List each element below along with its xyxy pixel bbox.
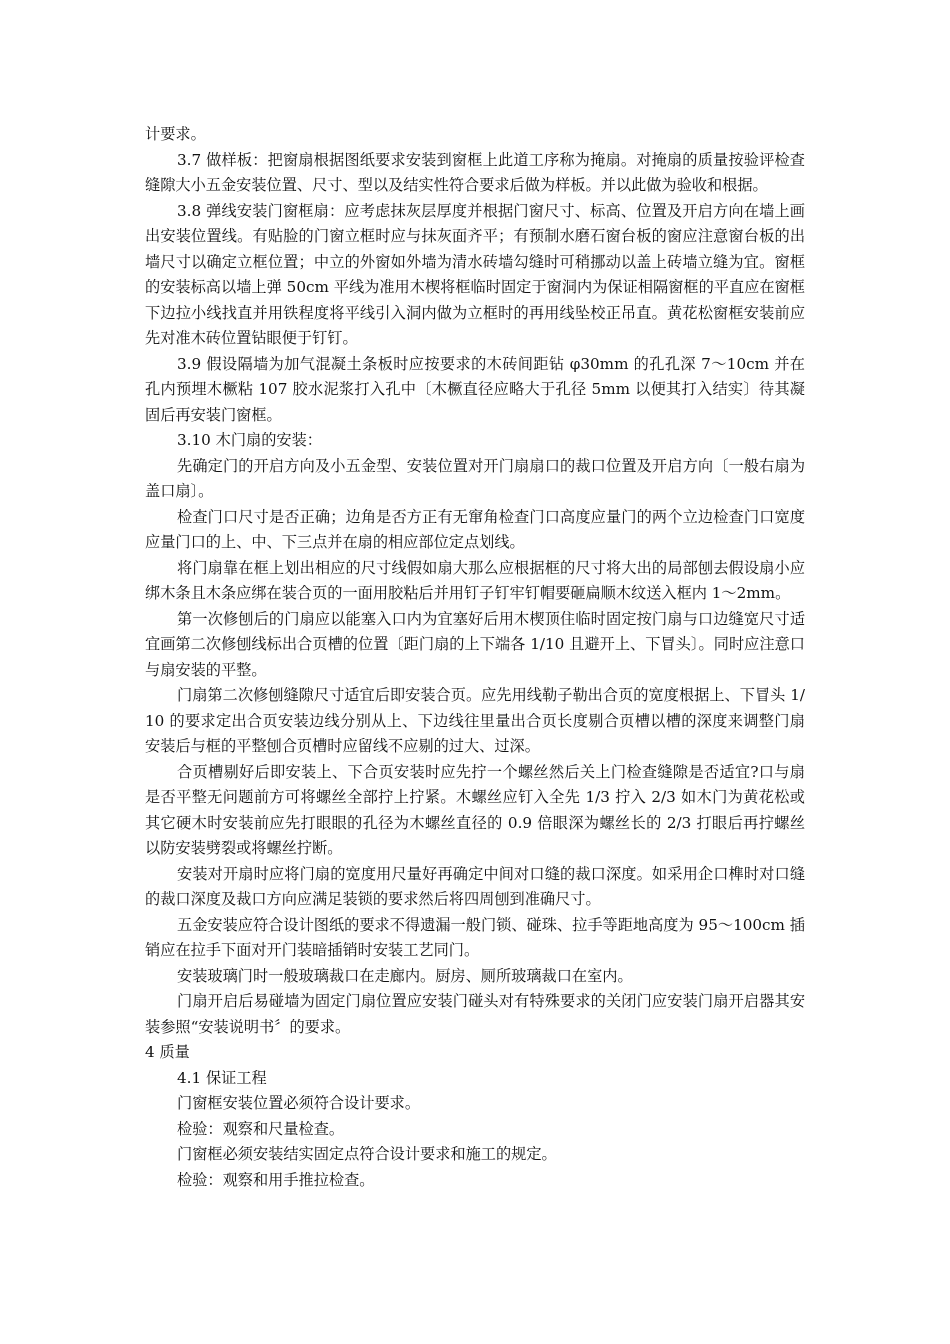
paragraph-frame-fixing: 门窗框必须安装结实固定点符合设计要求和施工的规定。: [177, 1145, 557, 1163]
paragraph-inspection-2: 检验：观察和用手推拉检查。: [177, 1170, 375, 1189]
paragraph-continuation: 计要求。: [145, 125, 206, 143]
paragraph-check-opening: 检查门口尺寸是否正确；边角是否方正有无窜角检查门口高度应量门的两个立边检查门口宽度应量门口的上、中、下三点并在扇的相应部位定点划线。: [145, 507, 805, 551]
paragraph-3-9: 3.9 假设隔墙为加气混凝土条板时应按要求的木砖间距钻 φ30mm 的孔孔深 7～10cm 并在孔内预埋木橛粘 107 胶水泥浆打入孔中〔木橛直径应略大于孔径 5mm 以便其打入结实〕待其凝固后再安装门窗框。: [145, 354, 805, 424]
paragraph-door-stop: 门扇开启后易碰墙为固定门扇位置应安装门碰头对有特殊要求的关闭门应安装门扇开启器其安装参照“安装说明书〞的要求。: [145, 992, 805, 1036]
paragraph-glass-door: 安装玻璃门时一般玻璃裁口在走廊内。厨房、厕所玻璃裁口在室内。: [177, 966, 633, 985]
paragraph-3-7: 3.7 做样板：把窗扇根据图纸要求安装到窗框上此道工序称为掩扇。对掩扇的质量按验评检查缝隙大小五金安装位置、尺寸、型以及结实性符合要求后做为样板。并以此做为验收和根据。: [145, 150, 805, 194]
paragraph-frame-position: 门窗框安装位置必须符合设计要求。: [177, 1094, 420, 1112]
paragraph-inspection-1: 检验：观察和尺量检查。: [177, 1119, 345, 1138]
document-body: [145, 122, 805, 1193]
paragraph-hinge-install: 门扇第二次修刨缝隙尺寸适宜后即安装合页。应先用线勒子勒出合页的宽度根据上、下冒头 1/10 的要求定出合页安装边线分别从上、下边线往里量出合页长度剔合页槽以槽的深度来调整门扇安装后与框的平整刨合页槽时应留线不应剔的过大、过深。: [145, 686, 805, 755]
paragraph-trim-leaf: 将门扇靠在框上划出相应的尺寸线假如扇大那么应根据框的尺寸将大出的局部刨去假设扇小应绑木条且木条应绑在装合页的一面用胶粘后并用钉子钉牢钉帽要砸扁顺木纹送入框内 1～2mm。: [145, 558, 805, 602]
paragraph-3-10-title: 3.10 木门扇的安装：: [177, 431, 322, 449]
paragraph-hinge-screws: 合页槽剔好后即安装上、下合页安装时应先拧一个螺丝然后关上门检查缝隙是否适宜?口与扇是否平整无问题前方可将螺丝全部拧上拧紧。木螺丝应钉入全先 1/3 拧入 2/3 如木门为黄花松或其它硬木时安装前应先打眼眼的孔径为木螺丝直径的 0.9 倍眼深为螺丝长的 2/3 打眼后再拧螺丝以防安装劈裂或将螺丝拧断。: [145, 762, 805, 857]
subsection-heading-4-1: 4.1 保证工程: [177, 1068, 267, 1087]
paragraph-hardware: 五金安装应符合设计图纸的要求不得遗漏一般门锁、碰珠、拉手等距地高度为 95～100cm 插销应在拉手下面对开门装暗插销时安装工艺同门。: [145, 915, 805, 959]
paragraph-3-8: 3.8 弹线安装门窗框扇：应考虑抹灰层厚度并根据门窗尺寸、标高、位置及开启方向在墙上画出安装位置线。有贴脸的门窗立框时应与抹灰面齐平；有预制水磨石窗台板的窗应注意窗台板的出墙尺寸以确定立框位置；中立的外窗如外墙为清水砖墙勾缝时可稍挪动以盖上砖墙立缝为宜。窗框的安装标高以墙上弹 50cm 平线为准用木楔将框临时固定于窗洞内为保证相隔窗框的平直应在窗框下边拉小线找直并用铁程度将平线引入洞内做为立框时的再用线坠校正吊直。黄花松窗框安装前应先对准木砖位置钻眼便于钉钉。: [145, 201, 805, 347]
paragraph-door-direction: 先确定门的开启方向及小五金型、安装位置对开门扇扇口的裁口位置及开启方向〔一般右扇为盖口扇〕。: [145, 456, 805, 500]
section-heading-quality: 4 质量: [145, 1043, 190, 1061]
paragraph-double-leaf: 安装对开扇时应将门扇的宽度用尺量好再确定中间对口缝的裁口深度。如采用企口榫时对口缝的裁口深度及裁口方向应满足装锁的要求然后将四周刨到准确尺寸。: [145, 864, 805, 908]
paragraph-first-planing: 第一次修刨后的门扇应以能塞入口内为宜塞好后用木楔顶住临时固定按门扇与口边缝宽尺寸适宜画第二次修刨线标出合页槽的位置〔距门扇的上下端各 1/10 且避开上、下冒头〕。同时应注意口与扇安装的平整。: [145, 609, 805, 679]
